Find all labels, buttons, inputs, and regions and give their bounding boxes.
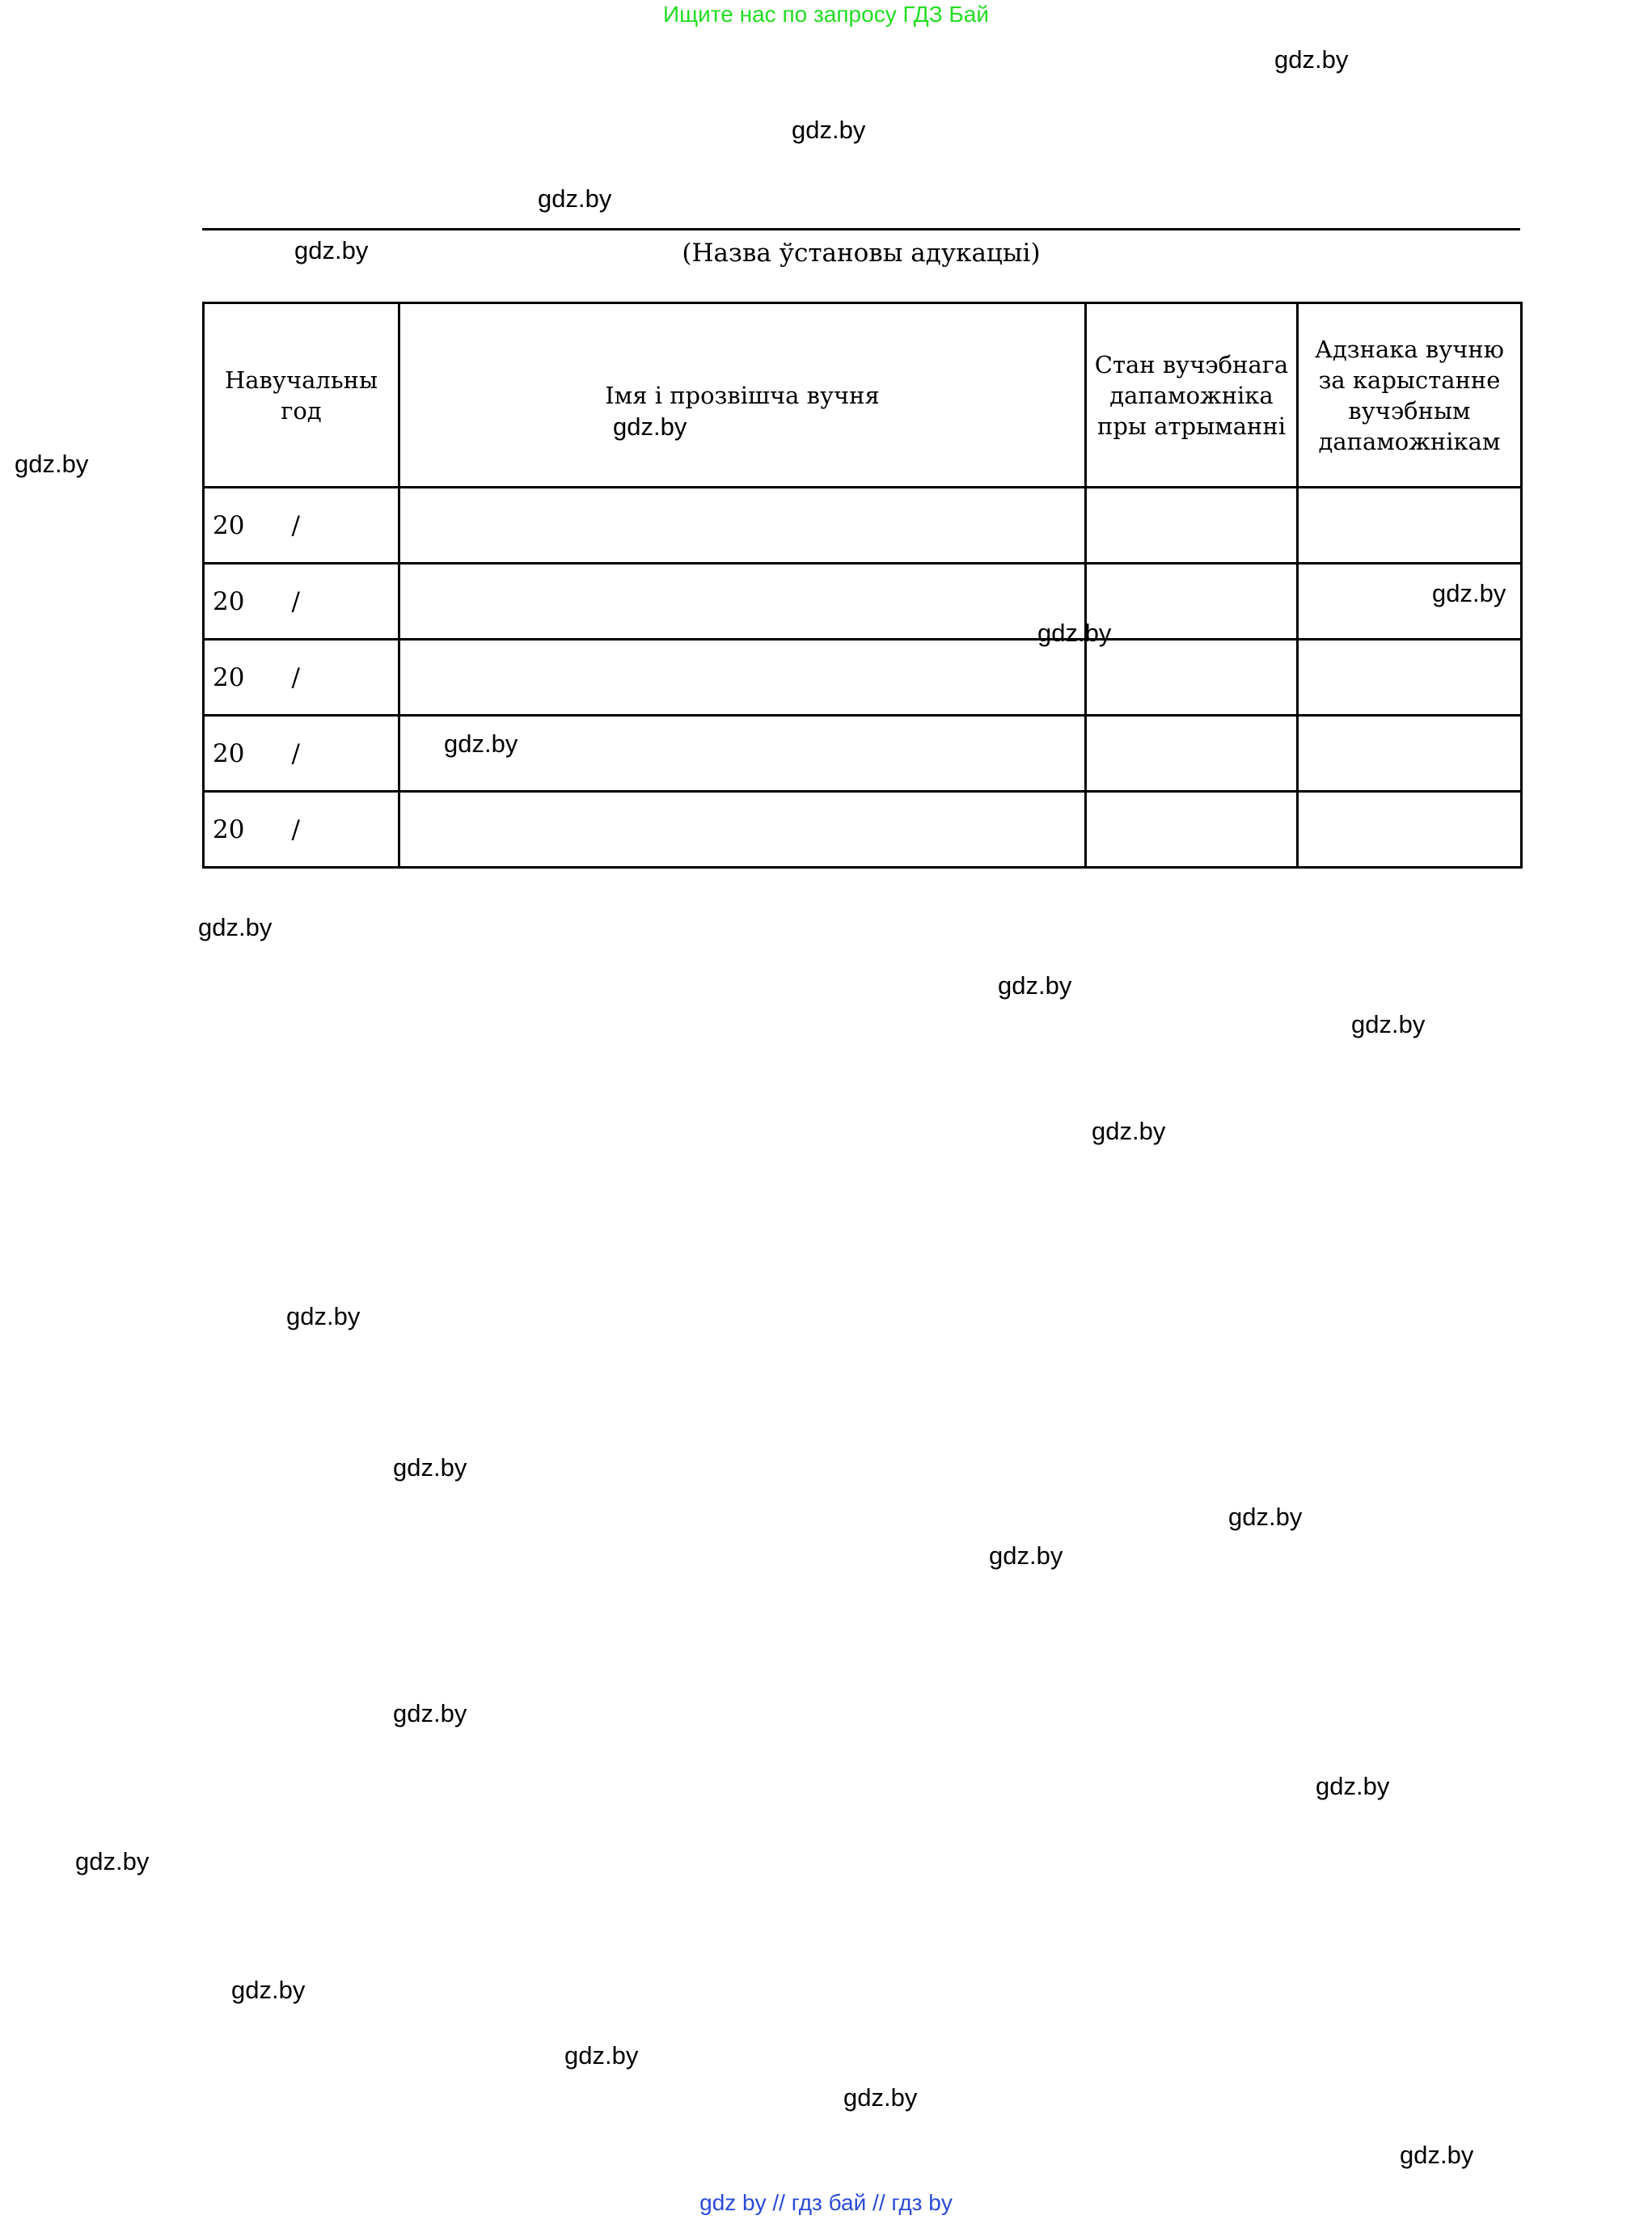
year-prefix: 20 [213, 586, 245, 616]
watermark: gdz.by [75, 1847, 150, 1875]
condition-cell[interactable] [1086, 716, 1298, 792]
watermark: gdz.by [294, 236, 369, 264]
watermark: gdz.by [286, 1302, 361, 1330]
watermark: gdz.by [1228, 1503, 1303, 1531]
table-header-row [204, 303, 1522, 488]
watermark: gdz.by [1316, 1772, 1390, 1800]
condition-cell[interactable] [1086, 792, 1298, 868]
watermark: gdz.by [393, 1453, 467, 1482]
watermark: gdz.by [843, 2083, 918, 2112]
grade-cell[interactable] [1298, 640, 1522, 716]
year-separator: / [291, 738, 300, 768]
watermark: gdz.by [792, 116, 866, 144]
header-condition-on-receipt: Стан вучэбнага дапаможніка пры атрыманні [1086, 303, 1298, 488]
condition-cell[interactable] [1086, 640, 1298, 716]
grade-cell[interactable] [1298, 716, 1522, 792]
header-student-grade: Адзнака вучню за карыстанне вучэбным дапаможнікам [1298, 303, 1522, 488]
header-student-name: Імя і прозвішча вучня [399, 303, 1086, 488]
grade-cell[interactable] [1298, 792, 1522, 868]
watermark: gdz.by [1092, 1117, 1166, 1145]
watermark: gdz.by [989, 1541, 1063, 1570]
student-name-cell[interactable] [399, 488, 1086, 564]
year-cell[interactable] [204, 640, 399, 716]
table-row [204, 716, 1522, 792]
watermark: gdz.by [1351, 1010, 1426, 1038]
student-name-cell[interactable] [399, 640, 1086, 716]
table-row [204, 792, 1522, 868]
student-name-cell[interactable] [399, 716, 1086, 792]
year-prefix: 20 [213, 814, 245, 844]
watermark: gdz.by [15, 450, 89, 478]
grade-cell[interactable] [1298, 488, 1522, 564]
year-prefix: 20 [213, 662, 245, 692]
watermark: gdz.by [231, 1976, 306, 2004]
textbook-register-table [202, 302, 1523, 869]
watermark: gdz.by [998, 971, 1072, 1000]
table-row [204, 640, 1522, 716]
institution-name-line [202, 228, 1520, 230]
year-separator: / [291, 662, 300, 692]
watermark: gdz.by [564, 2041, 639, 2070]
watermark: gdz.by [1400, 2141, 1474, 2169]
year-separator: / [291, 586, 300, 616]
watermark: gdz.by [1037, 619, 1112, 647]
watermark: gdz.by [1274, 45, 1349, 74]
top-banner: Ищите нас по запросу ГДЗ Бай [662, 2, 990, 27]
footer-links: gdz by // гдз бай // гдз by [699, 2190, 953, 2215]
student-name-cell[interactable] [399, 564, 1086, 640]
student-name-cell[interactable] [399, 792, 1086, 868]
year-cell[interactable] [204, 564, 399, 640]
header-school-year: Навучальны год [204, 303, 399, 488]
condition-cell[interactable] [1086, 564, 1298, 640]
year-separator: / [291, 510, 300, 540]
condition-cell[interactable] [1086, 488, 1298, 564]
watermark: gdz.by [198, 913, 273, 941]
year-cell[interactable] [204, 792, 399, 868]
year-cell[interactable] [204, 488, 399, 564]
year-prefix: 20 [213, 738, 245, 768]
year-prefix: 20 [213, 510, 245, 540]
watermark: gdz.by [444, 729, 518, 758]
watermark: gdz.by [393, 1699, 467, 1727]
watermark: gdz.by [1432, 579, 1506, 607]
grade-cell[interactable] [1298, 564, 1522, 640]
institution-caption: (Назва ўстановы адукацыі) [682, 239, 1041, 268]
year-separator: / [291, 814, 300, 844]
watermark: gdz.by [613, 412, 687, 441]
watermark: gdz.by [538, 184, 612, 213]
table-row [204, 488, 1522, 564]
year-cell[interactable] [204, 716, 399, 792]
table-row [204, 564, 1522, 640]
